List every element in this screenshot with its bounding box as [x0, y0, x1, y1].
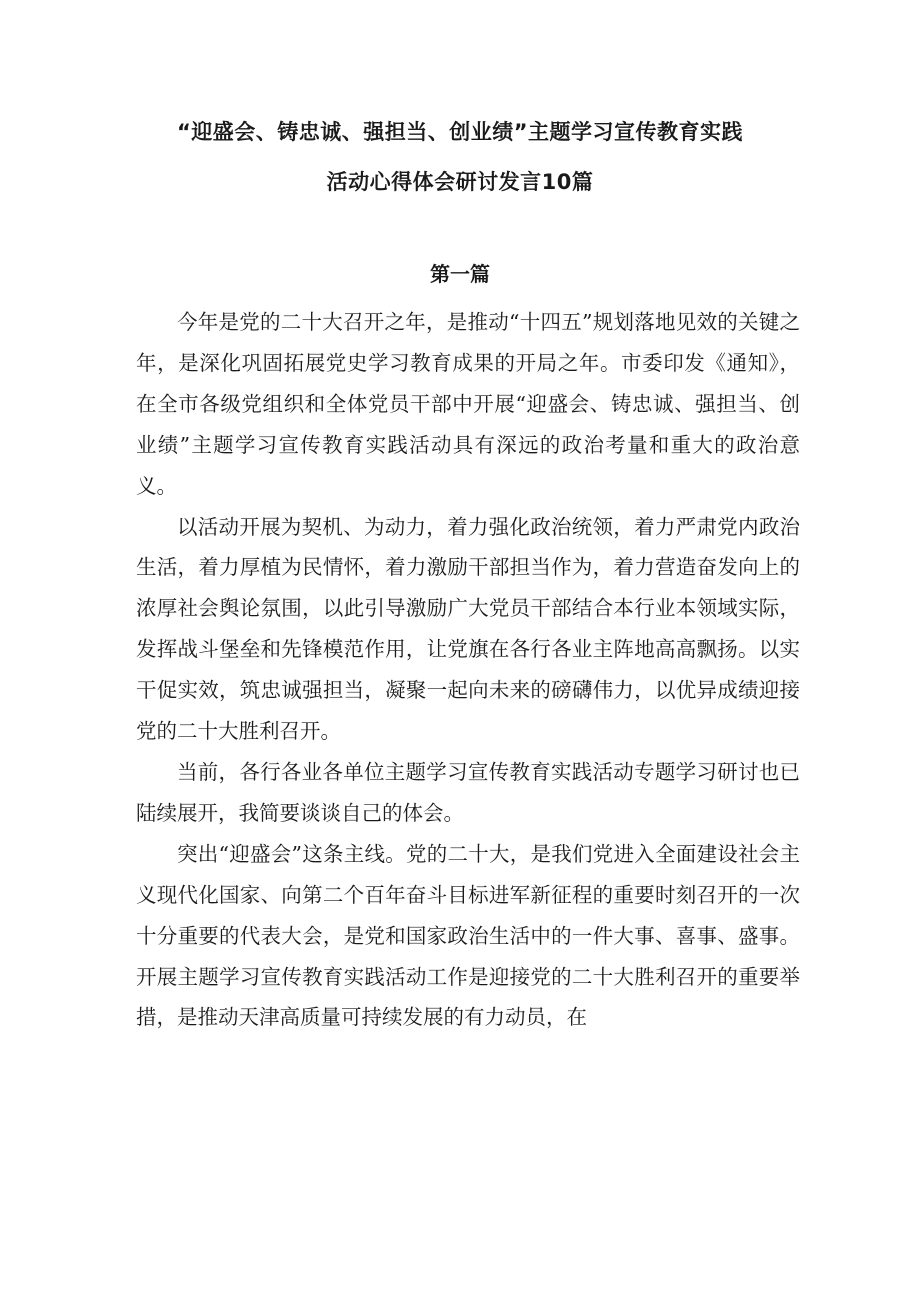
document-title-line-2: 活动心得体会研讨发言10篇 — [326, 170, 594, 194]
document-title-line-1: “迎盛会、铸忠诚、强担当、创业绩”主题学习宣传教育实践 — [176, 120, 744, 144]
paragraph: 今年是党的二十大召开之年，是推动“十四五”规划落地见效的关键之年，是深化巩固拓展党史学习教育成果的开局之年。市委印发《通知》，在全市各级党组织和全体党员干部中开展“迎盛会、铸忠诚、强担当、创业绩”主题学习宣传教育实践活动具有深远的政治考量和重大的政治意义。 — [136, 310, 800, 498]
paragraph: 以活动开展为契机、为动力，着力强化政治统领，着力严肃党内政治生活，着力厚植为民情怀，着力激励干部担当作为，着力营造奋发向上的浓厚社会舆论氛围，以此引导激励广大党员干部结合本行业本领域实际，发挥战斗堡垒和先锋模范作用，让党旗在各行各业主阵地高高飘扬。以实干促实效，筑忠诚强担当，凝聚一起向未来的磅礴伟力，以优异成绩迎接党的二十大胜利召开。 — [136, 514, 800, 744]
document-body — [136, 302, 800, 1038]
paragraph: 突出“迎盛会”这条主线。党的二十大，是我们党进入全面建设社会主义现代化国家、向第二个百年奋斗目标进军新征程的重要时刻召开的一次十分重要的代表大会，是党和国家政治生活中的一件大事、喜事、盛事。开展主题学习宣传教育实践活动工作是迎接党的二十大胜利召开的重要举措，是推动天津高质量可持续发展的有力动员，在 — [136, 841, 800, 1030]
section-heading: 第一篇 — [430, 262, 490, 286]
paragraph: 当前，各行各业各单位主题学习宣传教育实践活动专题学习研讨也已陆续展开，我简要谈谈自己的体会。 — [136, 759, 800, 825]
